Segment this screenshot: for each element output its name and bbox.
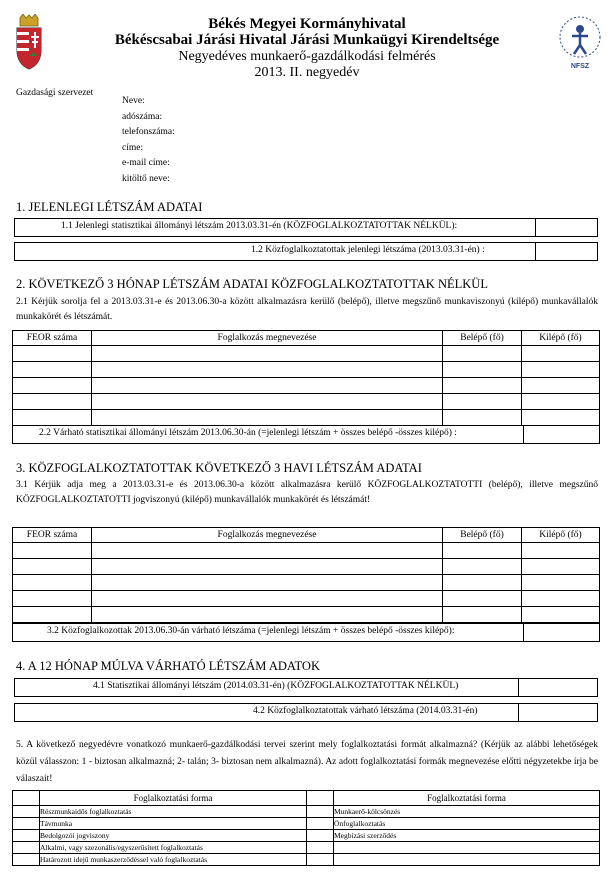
header-period: 2013. II. negyedév	[254, 65, 360, 80]
org-field-filler: kitöltő neve:	[122, 173, 170, 184]
s5-answer-box[interactable]	[13, 830, 40, 842]
s5-form-left: Határozott idejű munkaszerződéssel való foglalkoztatás	[40, 854, 307, 866]
s5-answer-box[interactable]	[13, 806, 40, 818]
table-row	[13, 842, 600, 854]
s2-title: 2. KÖVETKEZŐ 3 HÓNAP LÉTSZÁM ADATAI KÖZFOGLALKOZTATOTTAK NÉLKÜL	[16, 277, 488, 291]
s5-answer-box[interactable]	[307, 842, 334, 854]
table-row	[13, 830, 600, 842]
s3-col-feor: FEOR száma	[13, 528, 92, 543]
header-title: Békés Megyei Kormányhivatal	[208, 16, 406, 32]
s5-paragraph: 5. A következő negyedévre vonatkozó munkaerő-gazdálkodási tervei szerint mely foglalkoztatási formát alkalmazná? (Kérjük az alábbi lehetőségek közül válasszon: 1 - biztosan alkalmazná; 2- talán; 3- biztosan nem alkalmazná). Az adott foglalkoztatási formák megnevezése előtti négyzetekbe írja be válaszait!	[16, 740, 598, 784]
s3-row	[12, 623, 600, 642]
org-field-phone: telefonszáma:	[122, 127, 175, 137]
s5-form-right	[334, 854, 600, 866]
s2-paragraph: 2.1 Kérjük sorolja fel a 2013.03.31-e és 2013.06.30-a között alkalmazásra kerülő (belépő), illetve megszűnő munkaviszonyú (kilépő) munkavállalók munkakörét és létszámát.	[16, 297, 598, 322]
s4-row1	[14, 678, 598, 697]
s4-row1-label: 4.1 Statisztikai állományi létszám (2014.03.31-én) (KÖZFOGLALKOZTATOTTAK NÉLKÜL)	[93, 681, 459, 691]
s2-row	[12, 425, 600, 444]
s1-row1-input[interactable]	[535, 219, 536, 236]
table-row	[13, 559, 600, 575]
s2-col-exit: Kilépő (fő)	[522, 331, 600, 346]
s5-answer-box[interactable]	[307, 818, 334, 830]
s1-row2	[14, 242, 598, 261]
s4-title: 4. A 12 HÓNAP MÚLVA VÁRHATÓ LÉTSZÁM ADATOK	[16, 659, 320, 673]
s1-row2-label: 1.2 Közfoglalkoztatottak jelenlegi létszáma (2013.03.31-én) :	[251, 245, 485, 255]
s5-answer-box[interactable]	[307, 806, 334, 818]
s2-col-entry: Belépő (fő)	[443, 331, 522, 346]
s5-form-right	[334, 842, 600, 854]
s2-row-input[interactable]	[523, 426, 524, 443]
nfsz-logo-text: NFSZ	[570, 63, 590, 70]
s5-form-right: Munkaerő-kölcsönzés	[334, 806, 600, 818]
table-row	[13, 378, 600, 394]
s5-answer-box[interactable]	[13, 842, 40, 854]
s3-col-exit: Kilépő (fő)	[522, 528, 600, 543]
s4-row2-input[interactable]	[518, 704, 519, 721]
table-row	[13, 346, 600, 362]
s2-col-feor: FEOR száma	[13, 331, 92, 346]
s5-form-left: Alkalmi, vagy szezonális/egyszerűsített foglalkoztatás	[40, 842, 307, 854]
org-field-email: e-mail címe:	[122, 158, 170, 168]
org-fields	[122, 94, 175, 187]
table-row	[13, 591, 600, 607]
s4-row2	[14, 703, 598, 722]
table-row	[13, 410, 600, 426]
s1-row1-label: 1.1 Jelenlegi statisztikai állományi létszám 2013.03.31-én (KÖZFOGLALKOZTATOTTAK NÉLKÜL):	[61, 221, 458, 231]
s3-row-input[interactable]	[523, 624, 524, 641]
s1-row1	[14, 218, 598, 237]
header-subtitle: Békéscsabai Járási Hivatal Járási Munkaügyi Kirendeltsége	[114, 32, 500, 48]
s3-title: 3. KÖZFOGLALKOZTATOTTAK KÖVETKEZŐ 3 HAVI LÉTSZÁM ADATAI	[16, 461, 422, 475]
s4-row1-input[interactable]	[518, 679, 519, 696]
s5-col-right: Foglalkoztatási forma	[334, 791, 600, 806]
s5-form-right: Önfoglalkoztatás	[334, 818, 600, 830]
org-label: Gazdasági szervezet	[16, 88, 94, 98]
s3-col-occupation: Foglalkozás megnevezése	[92, 528, 443, 543]
s1-row2-input[interactable]	[535, 243, 536, 260]
s2-table	[12, 330, 600, 426]
s3-row-label: 3.2 Közfoglalkozottak 2013.06.30-án várható létszáma (=jelenlegi létszám + összes belépő -összes kilépő):	[47, 626, 455, 636]
s5-answer-box[interactable]	[13, 818, 40, 830]
table-row	[13, 818, 600, 830]
s5-answer-box[interactable]	[13, 854, 40, 866]
s5-table	[12, 790, 600, 866]
table-row	[13, 854, 600, 866]
s3-paragraph: 3.1 Kérjük adja meg a 2013.03.31-e és 2013.06.30-a között alkalmazásra kerülő KÖZFOGLALKOZTATOTTI (belépő), illetve megszűnő KÖZFOGLALKOZTATOTTI jogviszonyú (kilépő) munkavállalók munkakörét és létszámát!	[16, 480, 598, 505]
table-row	[13, 543, 600, 559]
table-row	[13, 806, 600, 818]
s5-form-left: Részmunkaidős foglalkoztatás	[40, 806, 307, 818]
s1-title: 1. JELENLEGI LÉTSZÁM ADATAI	[16, 200, 203, 214]
header-survey-name: Negyedéves munkaerő-gazdálkodási felmérés	[178, 49, 436, 64]
s3-col-entry: Belépő (fő)	[443, 528, 522, 543]
s2-row-label: 2.2 Várható statisztikai állományi létszám 2013.06.30-án (=jelenlegi létszám + összes belépő -összes kilépő) :	[39, 428, 457, 438]
s3-table	[12, 527, 600, 623]
table-row	[13, 575, 600, 591]
s5-answer-box[interactable]	[307, 854, 334, 866]
org-field-tax: adószáma:	[122, 111, 163, 122]
table-row	[13, 394, 600, 410]
table-row	[13, 362, 600, 378]
s2-col-occupation: Foglalkozás megnevezése	[92, 331, 443, 346]
table-row	[13, 607, 600, 623]
s5-col-left: Foglalkoztatási forma	[40, 791, 307, 806]
s5-answer-box[interactable]	[307, 830, 334, 842]
s5-form-right: Megbízási szerződés	[334, 830, 600, 842]
org-field-name: Neve:	[122, 96, 145, 106]
s5-form-left: Távmunka	[40, 818, 307, 830]
org-field-address: címe:	[122, 142, 144, 153]
s5-form-left: Bedolgozói jogviszony	[40, 830, 307, 842]
s4-row2-label: 4.2 Közfoglalkoztatottak várható létszáma (2014.03.31-én)	[253, 706, 478, 716]
